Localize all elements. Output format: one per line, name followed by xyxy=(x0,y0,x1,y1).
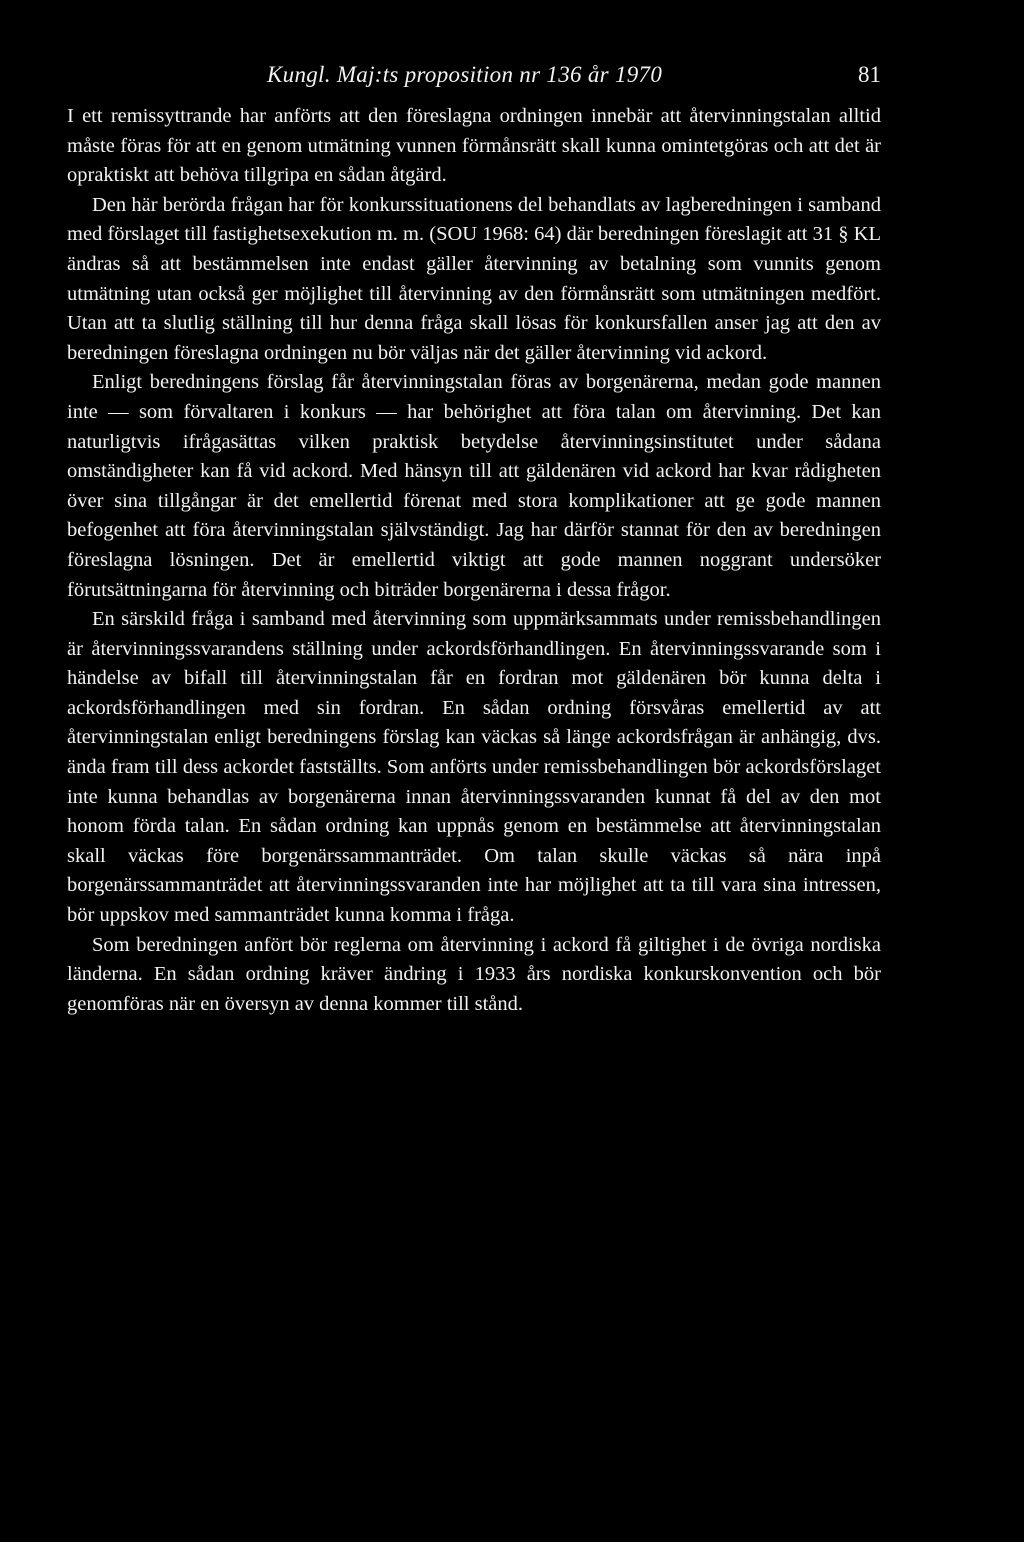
paragraph: Enligt beredningens förslag får återvinningstalan föras av borgenärerna, medan gode mannen inte — som förvaltaren i konkurs — har behörighet att föra talan om återvinning. Det kan naturligtvis ifrågasättas vilken praktisk betydelse återvinningsinstitutet under sådana omständigheter kan få vid ackord. Med hänsyn till att gäldenären vid ackord har kvar rådigheten över sina tillgångar är det emellertid förenat med stora komplikationer att ge gode mannen befogenhet att föra återvinningstalan självständigt. Jag har därför stannat för den av beredningen föreslagna lösningen. Det är emellertid viktigt att gode mannen noggrant undersöker förutsättningarna för återvinning och biträder borgenärerna i dessa frågor. xyxy=(67,371,881,601)
paragraph: I ett remissyttrande har anförts att den föreslagna ordningen innebär att återvinningstalan alltid måste föras för att en genom utmätning vunnen förmånsrätt skall kunna omintetgöras och att det är opraktiskt att behöva tillgripa en sådan åtgärd. xyxy=(67,105,881,187)
body-text xyxy=(67,102,881,1019)
paragraph: Den här berörda frågan har för konkurssituationens del behandlats av lagberedningen i samband med förslaget till fastighetsexekution m. m. (SOU 1968: 64) där beredningen föreslagit att 31 § KL ändras så att bestämmelsen inte endast gäller återvinning av betalning som vunnits genom utmätning utan också ger möjlighet till återvinning av den förmånsrätt som utmätningen medfört. Utan att ta slutlig ställning till hur denna fråga skall lösas för konkursfallen anser jag att den av beredningen föreslagna ordningen nu bör väljas när det gäller återvinning vid ackord. xyxy=(67,193,881,364)
paragraph: En särskild fråga i samband med återvinning som uppmärksammats under remissbehandlingen är återvinningssvarandens ställning under ackordsförhandlingen. En återvinningssvarande som i händelse av bifall till återvinningstalan får en fordran mot gäldenären bör kunna delta i ackordsförhandlingen med sin fordran. En sådan ordning försvåras emellertid av att återvinningstalan enligt beredningens förslag kan väckas så länge ackordsfrågan är anhängig, dvs. ända fram till dess ackordet fastställts. Som anförts under remissbehandlingen bör ackordsförslaget inte kunna behandlas av borgenärerna innan återvinningssvaranden kunnat få del av den mot honom förda talan. En sådan ordning kan uppnås genom en bestämmelse att återvinningstalan skall väckas före borgenärssammanträdet. Om talan skulle väckas så nära inpå borgenärssammanträdet att återvinningssvaranden inte har möjlighet att ta till vara sina intressen, bör uppskov med sammanträdet kunna komma i fråga. xyxy=(67,608,881,927)
running-header xyxy=(67,62,881,102)
document-page xyxy=(67,62,881,1019)
page-number: 81 xyxy=(858,62,881,87)
running-title: Kungl. Maj:ts proposition nr 136 år 1970 xyxy=(267,62,663,87)
paragraph: Som beredningen anfört bör reglerna om återvinning i ackord få giltighet i de övriga nordiska länderna. En sådan ordning kräver ändring i 1933 års nordiska konkurskonvention och bör genomföras när en översyn av denna kommer till stånd. xyxy=(67,933,881,1015)
